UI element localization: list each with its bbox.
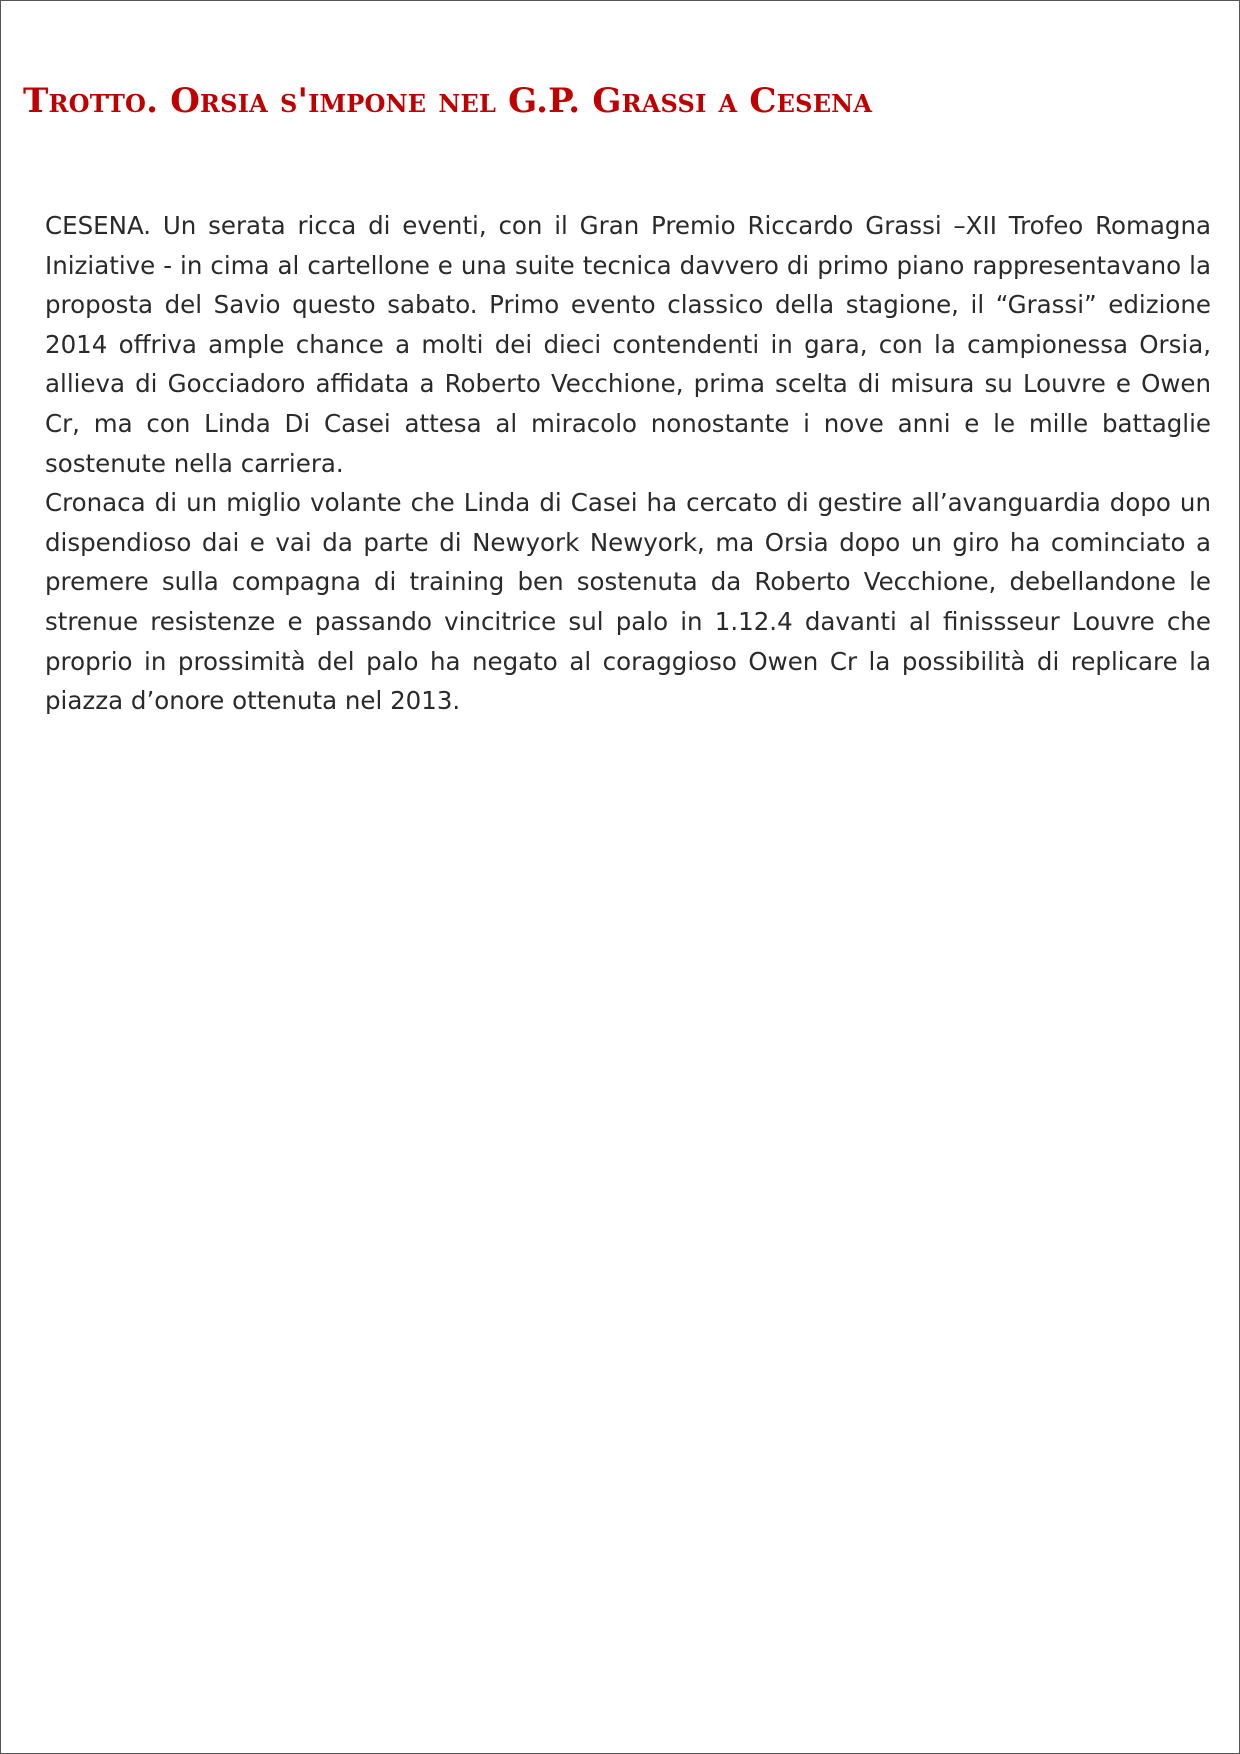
article-paragraph-1: CESENA. Un serata ricca di eventi, con il Gran Premio Riccardo Grassi –XII Trofeo Romagna Iniziative - in cima al cartellone e una suite tecnica davvero di primo piano rappresentavano la proposta del Savio questo sabato. Primo evento classico della stagione, il “Grassi” edizione 2014 offriva ample chance a molti dei dieci contendenti in gara, con la campionessa Orsia, allieva di Gocciadoro affidata a Roberto Vecchione, prima scelta di misura su Louvre e Owen Cr, ma con Linda Di Casei attesa al miracolo nonostante i nove anni e le mille battaglie sostenute nella carriera. (45, 211, 1211, 478)
article-paragraph-2: Cronaca di un miglio volante che Linda di Casei ha cercato di gestire all’avanguardia dopo un dispendioso dai e vai da parte di Newyork Newyork, ma Orsia dopo un giro ha cominciato a premere sulla compagna di training ben sostenuta da Roberto Vecchione, debellandone le strenue resistenze e passando vincitrice sul palo in 1.12.4 davanti al finissseur Louvre che proprio in prossimità del palo ha negato al coraggioso Owen Cr la possibilità di replicare la piazza d’onore ottenuta nel 2013. (45, 488, 1211, 716)
article-title: Trotto. Orsia s'impone nel G.P. Grassi a Cesena (23, 81, 873, 121)
article-body (45, 206, 1211, 721)
